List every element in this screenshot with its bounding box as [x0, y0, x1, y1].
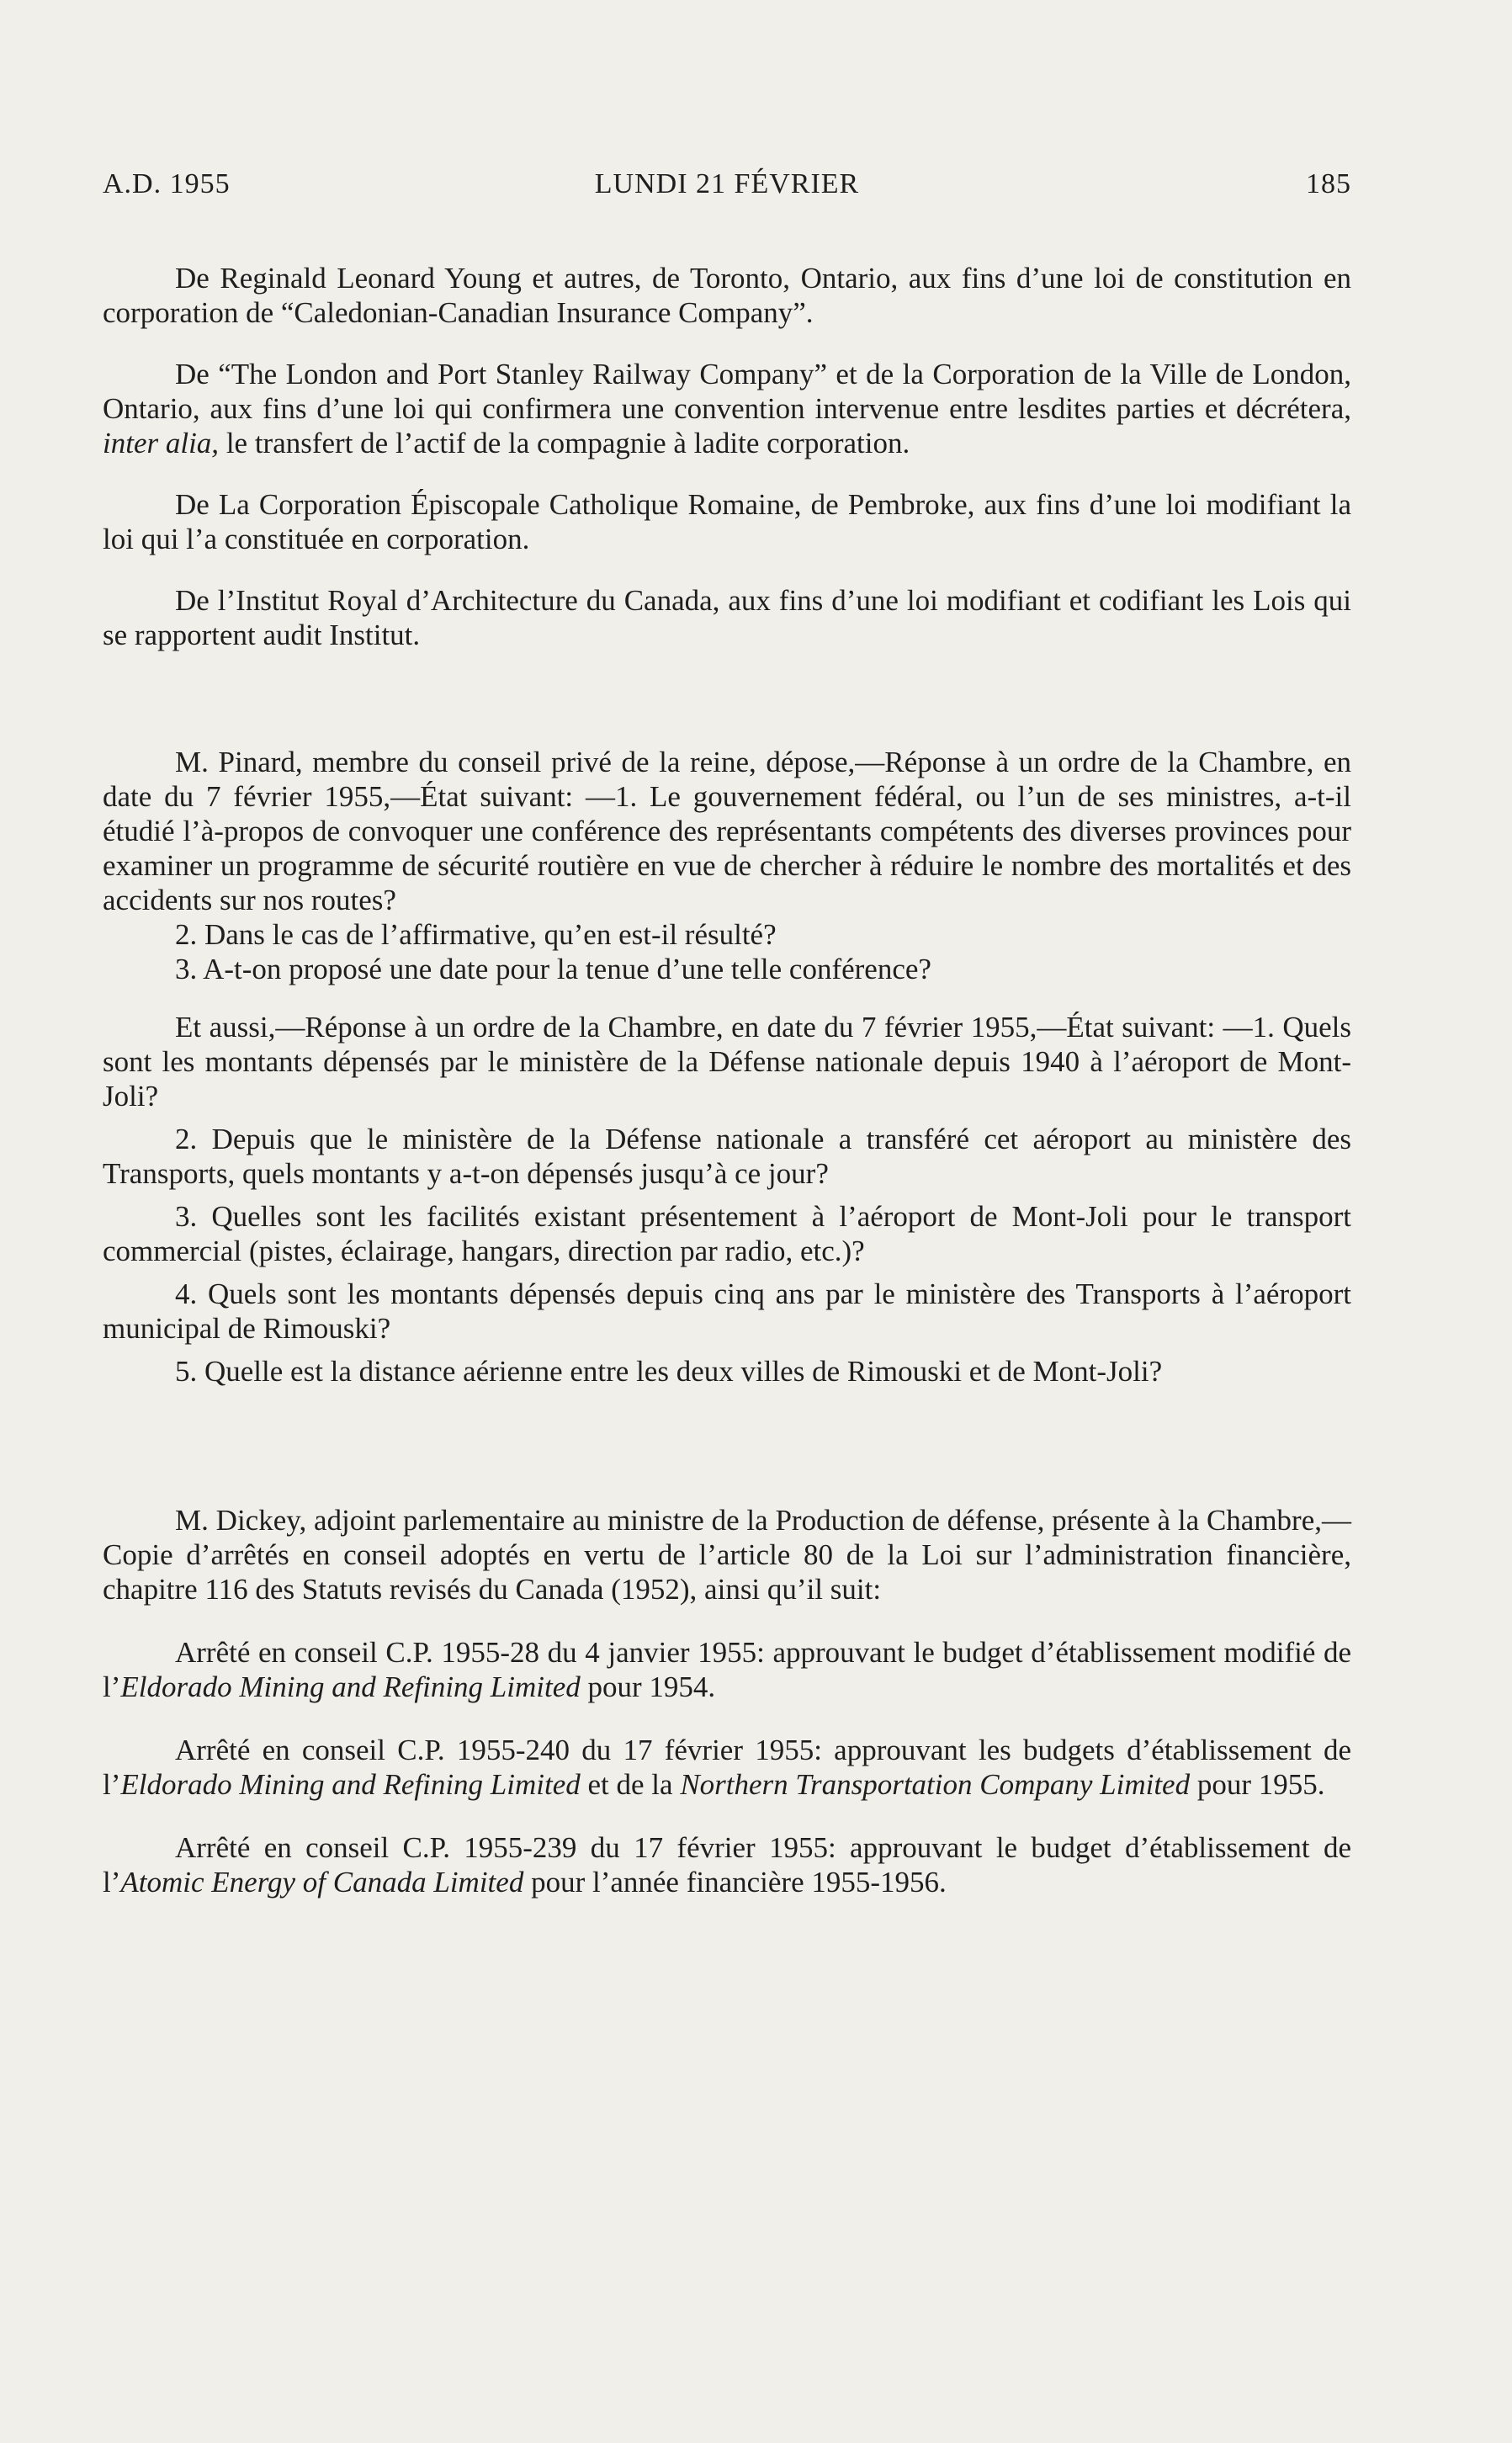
paragraph-text: pour 1955. — [1190, 1768, 1325, 1801]
paragraph-text: pour l’année financière 1955-1956. — [523, 1866, 947, 1899]
question-2: 2. Depuis que le ministère de la Défense nationale a transféré cet aéroport au ministère des Transports, quels montants y a-t-on dépensés jusqu’à ce jour? — [103, 1123, 1351, 1190]
paragraph-london-port-stanley — [103, 357, 1351, 460]
paragraph-pinard: M. Pinard, membre du conseil privé de la reine, dépose,—Réponse à un ordre de la Chambre, en date du 7 février 1955,—État suivant: —1. Le gouvernement fédéral, ou l’un de ses ministres, a-t-il étudié l’à-propos de convoquer une conférence des représentants compétents des diverses provinces pour examiner un programme de sécurité routière en vue de chercher à réduire le nombre des mortalités et des accidents sur nos routes? — [103, 746, 1351, 916]
paragraph-young: De Reginald Leonard Young et autres, de Toronto, Ontario, aux fins d’une loi de constitution en corporation de “Caledonian-Canadian Insurance Company”. — [103, 262, 1351, 329]
paragraph-text: Arrêté en conseil C.P. 1955-239 du 17 février 1955: approuvant le budget d’établissement de l’ — [103, 1831, 1351, 1899]
header-year: A.D. 1955 — [103, 168, 231, 199]
italic-text: Atomic Energy of Canada Limited — [120, 1866, 524, 1899]
italic-text: Eldorado Mining and Refining Limited — [120, 1670, 581, 1703]
italic-text: inter alia, — [103, 427, 220, 459]
header-date: LUNDI 21 FÉVRIER — [594, 168, 860, 199]
paragraph-text: pour 1954. — [580, 1670, 716, 1703]
paragraph-text: Arrêté en conseil C.P. 1955-240 du 17 février 1955: approuvant les budgets d’établissement de l’ — [103, 1734, 1351, 1801]
document-body — [103, 261, 1351, 1899]
question-4: 4. Quels sont les montants dépensés depuis cinq ans par le ministère des Transports à l’aéroport municipal de Rimouski? — [103, 1277, 1351, 1345]
page-header — [103, 168, 1351, 219]
paragraph-et-aussi: Et aussi,—Réponse à un ordre de la Chambre, en date du 7 février 1955,—État suivant: —1. Quels sont les montants dépensés par le ministère de la Défense nationale depuis 1940 à l’aéroport de Mont-Joli? — [103, 1011, 1351, 1113]
paragraph-dickey: M. Dickey, adjoint parlementaire au ministre de la Production de défense, présente à la Chambre,—Copie d’arrêtés en conseil adoptés en vertu de l’article 80 de la Loi sur l’administration financière, chapitre 116 des Statuts revisés du Canada (1952), ainsi qu’il suit: — [103, 1504, 1351, 1606]
question-3: 3. Quelles sont les facilités existant présentement à l’aéroport de Mont-Joli pour le transport commercial (pistes, éclairage, hangars, direction par radio, etc.)? — [103, 1200, 1351, 1267]
paragraph-text: De “The London and Port Stanley Railway Company” et de la Corporation de la Ville de London, Ontario, aux fins d’une loi qui confirmera une convention intervenue entre lesdites parties et décrétera, — [103, 358, 1351, 425]
question-5: 5. Quelle est la distance aérienne entre les deux villes de Rimouski et de Mont-Joli? — [175, 1355, 1163, 1388]
paragraph-text: le transfert de l’actif de la compagnie à ladite corporation. — [219, 427, 910, 459]
paragraph-text: Arrêté en conseil C.P. 1955-28 du 4 janvier 1955: approuvant le budget d’établissement modifié de l’ — [103, 1636, 1351, 1703]
document-page — [103, 0, 1351, 2443]
italic-text: Eldorado Mining and Refining Limited — [120, 1768, 581, 1801]
arrete-1955-28 — [103, 1635, 1351, 1704]
page-number: 185 — [1306, 168, 1351, 199]
paragraph-pembroke: De La Corporation Épiscopale Catholique Romaine, de Pembroke, aux fins d’une loi modifiant la loi qui l’a constituée en corporation. — [103, 488, 1351, 555]
question-2: 2. Dans le cas de l’affirmative, qu’en est-il résulté? — [175, 918, 777, 951]
paragraph-architecture: De l’Institut Royal d’Architecture du Canada, aux fins d’une loi modifiant et codifiant les Lois qui se rapportent audit Institut. — [103, 584, 1351, 651]
arrete-1955-239 — [103, 1830, 1351, 1899]
question-3: 3. A-t-on proposé une date pour la tenue d’une telle conférence? — [175, 953, 931, 985]
italic-text: Northern Transportation Company Limited — [680, 1768, 1191, 1801]
arrete-1955-240 — [103, 1733, 1351, 1802]
paragraph-text: et de la — [580, 1768, 681, 1801]
